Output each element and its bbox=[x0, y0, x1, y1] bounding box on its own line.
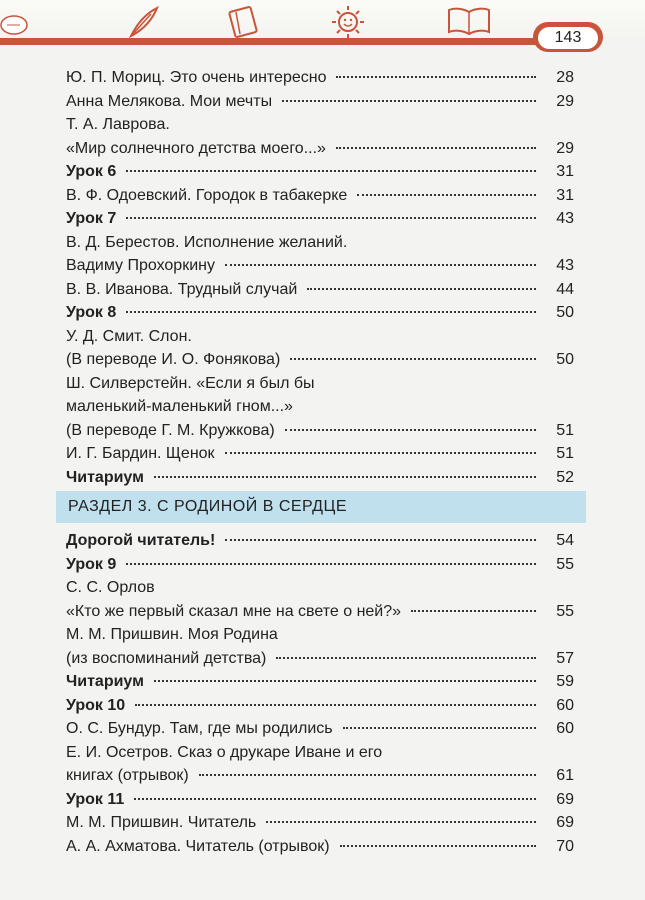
toc-entry-page: 70 bbox=[556, 837, 574, 855]
dot-leader bbox=[126, 311, 536, 313]
toc-entry-title: (В переводе И. О. Фонякова) bbox=[66, 351, 281, 368]
toc-entry-title: «Кто же первый сказал мне на свете о ней?» bbox=[66, 602, 402, 620]
toc-entry bbox=[66, 348, 574, 372]
toc-entry bbox=[66, 764, 574, 788]
toc-entry-title: В. Ф. Одоевский. Городок в табакерке bbox=[66, 186, 348, 204]
toc-entry bbox=[66, 90, 574, 114]
toc-entry bbox=[66, 395, 574, 419]
toc-entry bbox=[66, 788, 574, 812]
dot-leader bbox=[225, 264, 536, 266]
toc-entry-page: 51 bbox=[556, 421, 574, 439]
toc-entry-page: 50 bbox=[556, 304, 574, 321]
toc-entry-title: (из воспоминаний детства) bbox=[66, 649, 267, 667]
toc-entry bbox=[66, 160, 574, 184]
toc-entry bbox=[66, 647, 574, 671]
dot-leader bbox=[225, 452, 536, 454]
toc-entry-page: 57 bbox=[556, 649, 574, 667]
toc-entry bbox=[66, 623, 574, 647]
toc-entry-page: 43 bbox=[556, 257, 574, 274]
toc-entry bbox=[66, 670, 574, 694]
dot-leader bbox=[225, 539, 536, 541]
toc-entry bbox=[66, 325, 574, 349]
toc-entry bbox=[66, 419, 574, 443]
dot-leader bbox=[357, 194, 536, 196]
toc-entry-title: Урок 11 bbox=[66, 790, 125, 808]
toc-entry-page: 69 bbox=[556, 814, 574, 831]
toc-entry-page: 69 bbox=[556, 790, 574, 808]
toc-entry-page: 51 bbox=[556, 445, 574, 462]
section-title: РАЗДЕЛ 3. С РОДИНОЙ В СЕРДЦЕ bbox=[68, 498, 347, 515]
toc-entry bbox=[66, 717, 574, 741]
toc-entry-title: В. Д. Берестов. Исполнение желаний. bbox=[66, 233, 348, 251]
toc-entry-page: 29 bbox=[556, 139, 574, 157]
toc-entry bbox=[66, 184, 574, 208]
toc-entry-page: 44 bbox=[556, 280, 574, 298]
toc-entry-title: «Мир солнечного детства моего...» bbox=[66, 139, 326, 157]
sun-icon bbox=[330, 4, 366, 40]
toc-entry-title: Е. И. Осетров. Сказ о друкаре Иване и его bbox=[66, 743, 383, 761]
toc-entry-title: Урок 7 bbox=[66, 210, 117, 227]
toc-entry bbox=[66, 741, 574, 765]
toc-entry-title: М. М. Пришвин. Читатель bbox=[66, 814, 257, 831]
toc-entry-title: Анна Мелякова. Мои мечты bbox=[66, 92, 273, 110]
toc-entry bbox=[66, 442, 574, 466]
feather-icon bbox=[125, 4, 161, 40]
toc-entry-title: И. Г. Бардин. Щенок bbox=[66, 445, 215, 462]
toc-entry bbox=[66, 576, 574, 600]
speech-bubble-icon bbox=[0, 14, 34, 38]
dot-leader bbox=[154, 680, 536, 682]
toc-entry-title: маленький-маленький гном...» bbox=[66, 398, 293, 415]
dot-leader bbox=[411, 610, 536, 612]
toc-entry-page: 61 bbox=[556, 767, 574, 784]
toc-entry-page: 55 bbox=[556, 602, 574, 620]
toc-entry-page: 60 bbox=[556, 720, 574, 737]
toc-entry-title: Т. А. Лаврова. bbox=[66, 116, 170, 133]
toc-entry bbox=[66, 694, 574, 718]
toc-entry-title: Урок 9 bbox=[66, 555, 117, 573]
toc-entry-title: О. С. Бундур. Там, где мы родились bbox=[66, 720, 333, 737]
toc-entry-page: 54 bbox=[556, 532, 574, 549]
header-rule bbox=[0, 38, 585, 45]
page-header bbox=[0, 0, 645, 44]
dot-leader bbox=[126, 217, 536, 219]
toc-entry bbox=[66, 301, 574, 325]
toc-entry-page: 43 bbox=[556, 210, 574, 227]
dot-leader bbox=[134, 798, 536, 800]
open-book-icon bbox=[446, 4, 492, 38]
toc-entry-title: Дорогой читатель! bbox=[66, 532, 216, 549]
toc-entry-page: 50 bbox=[556, 351, 574, 368]
toc-entry-page: 52 bbox=[556, 468, 574, 486]
toc-entry-title: В. В. Иванова. Трудный случай bbox=[66, 280, 298, 298]
toc-entry-page: 31 bbox=[556, 163, 574, 180]
toc-entry-title: Урок 6 bbox=[66, 163, 117, 180]
toc-entry-title: У. Д. Смит. Слон. bbox=[66, 327, 192, 345]
toc-entry-title: Ш. Силверстейн. «Если я был бы bbox=[66, 374, 315, 392]
toc-entry bbox=[66, 137, 574, 161]
dot-leader bbox=[135, 704, 536, 706]
section-heading bbox=[56, 491, 586, 523]
toc-entry-title: Вадиму Прохоркину bbox=[66, 257, 215, 274]
toc-entry bbox=[66, 66, 574, 90]
toc-entry bbox=[66, 811, 574, 835]
toc-entry bbox=[66, 231, 574, 255]
toc-entry-title: Читариум bbox=[66, 468, 144, 486]
dot-leader bbox=[126, 563, 536, 565]
toc-entry-title: С. С. Орлов bbox=[66, 579, 155, 596]
toc-entry-title: А. А. Ахматова. Читатель (отрывок) bbox=[66, 837, 330, 855]
toc-entry-title: Ю. П. Мориц. Это очень интересно bbox=[66, 69, 327, 86]
toc-entry-title: М. М. Пришвин. Моя Родина bbox=[66, 626, 278, 643]
dot-leader bbox=[285, 429, 536, 431]
toc-entry-page: 28 bbox=[556, 69, 574, 86]
toc-entry-title: Урок 10 bbox=[66, 696, 126, 714]
toc-entry bbox=[66, 113, 574, 137]
toc-entry bbox=[66, 835, 574, 859]
toc-entry bbox=[66, 254, 574, 278]
toc-entry-page: 55 bbox=[556, 555, 574, 573]
toc-bottom bbox=[66, 529, 574, 858]
toc-entry-page: 31 bbox=[556, 186, 574, 204]
dot-leader bbox=[307, 288, 536, 290]
toc-entry-page: 59 bbox=[556, 673, 574, 690]
dot-leader bbox=[290, 358, 536, 360]
toc-entry-page: 60 bbox=[556, 696, 574, 714]
dot-leader bbox=[343, 727, 536, 729]
dot-leader bbox=[199, 774, 536, 776]
dot-leader bbox=[340, 845, 536, 847]
toc-entry-page: 29 bbox=[556, 92, 574, 110]
toc-entry-title: (В переводе Г. М. Кружкова) bbox=[66, 421, 275, 439]
toc-entry bbox=[66, 207, 574, 231]
dot-leader bbox=[154, 476, 536, 478]
toc-entry bbox=[66, 278, 574, 302]
dot-leader bbox=[336, 76, 536, 78]
toc-entry bbox=[66, 600, 574, 624]
toc-entry bbox=[66, 529, 574, 553]
dot-leader bbox=[282, 100, 536, 102]
dot-leader bbox=[126, 170, 536, 172]
page-number: 143 bbox=[538, 27, 598, 49]
toc-top bbox=[66, 66, 574, 489]
toc-entry bbox=[66, 372, 574, 396]
toc-entry-title: Урок 8 bbox=[66, 304, 117, 321]
toc-entry-title: Читариум bbox=[66, 673, 144, 690]
toc-entry bbox=[66, 553, 574, 577]
dot-leader bbox=[266, 821, 536, 823]
dot-leader bbox=[276, 657, 536, 659]
toc-entry bbox=[66, 466, 574, 490]
dot-leader bbox=[336, 147, 536, 149]
book-icon bbox=[226, 4, 260, 38]
toc-entry-title: книгах (отрывок) bbox=[66, 767, 189, 784]
